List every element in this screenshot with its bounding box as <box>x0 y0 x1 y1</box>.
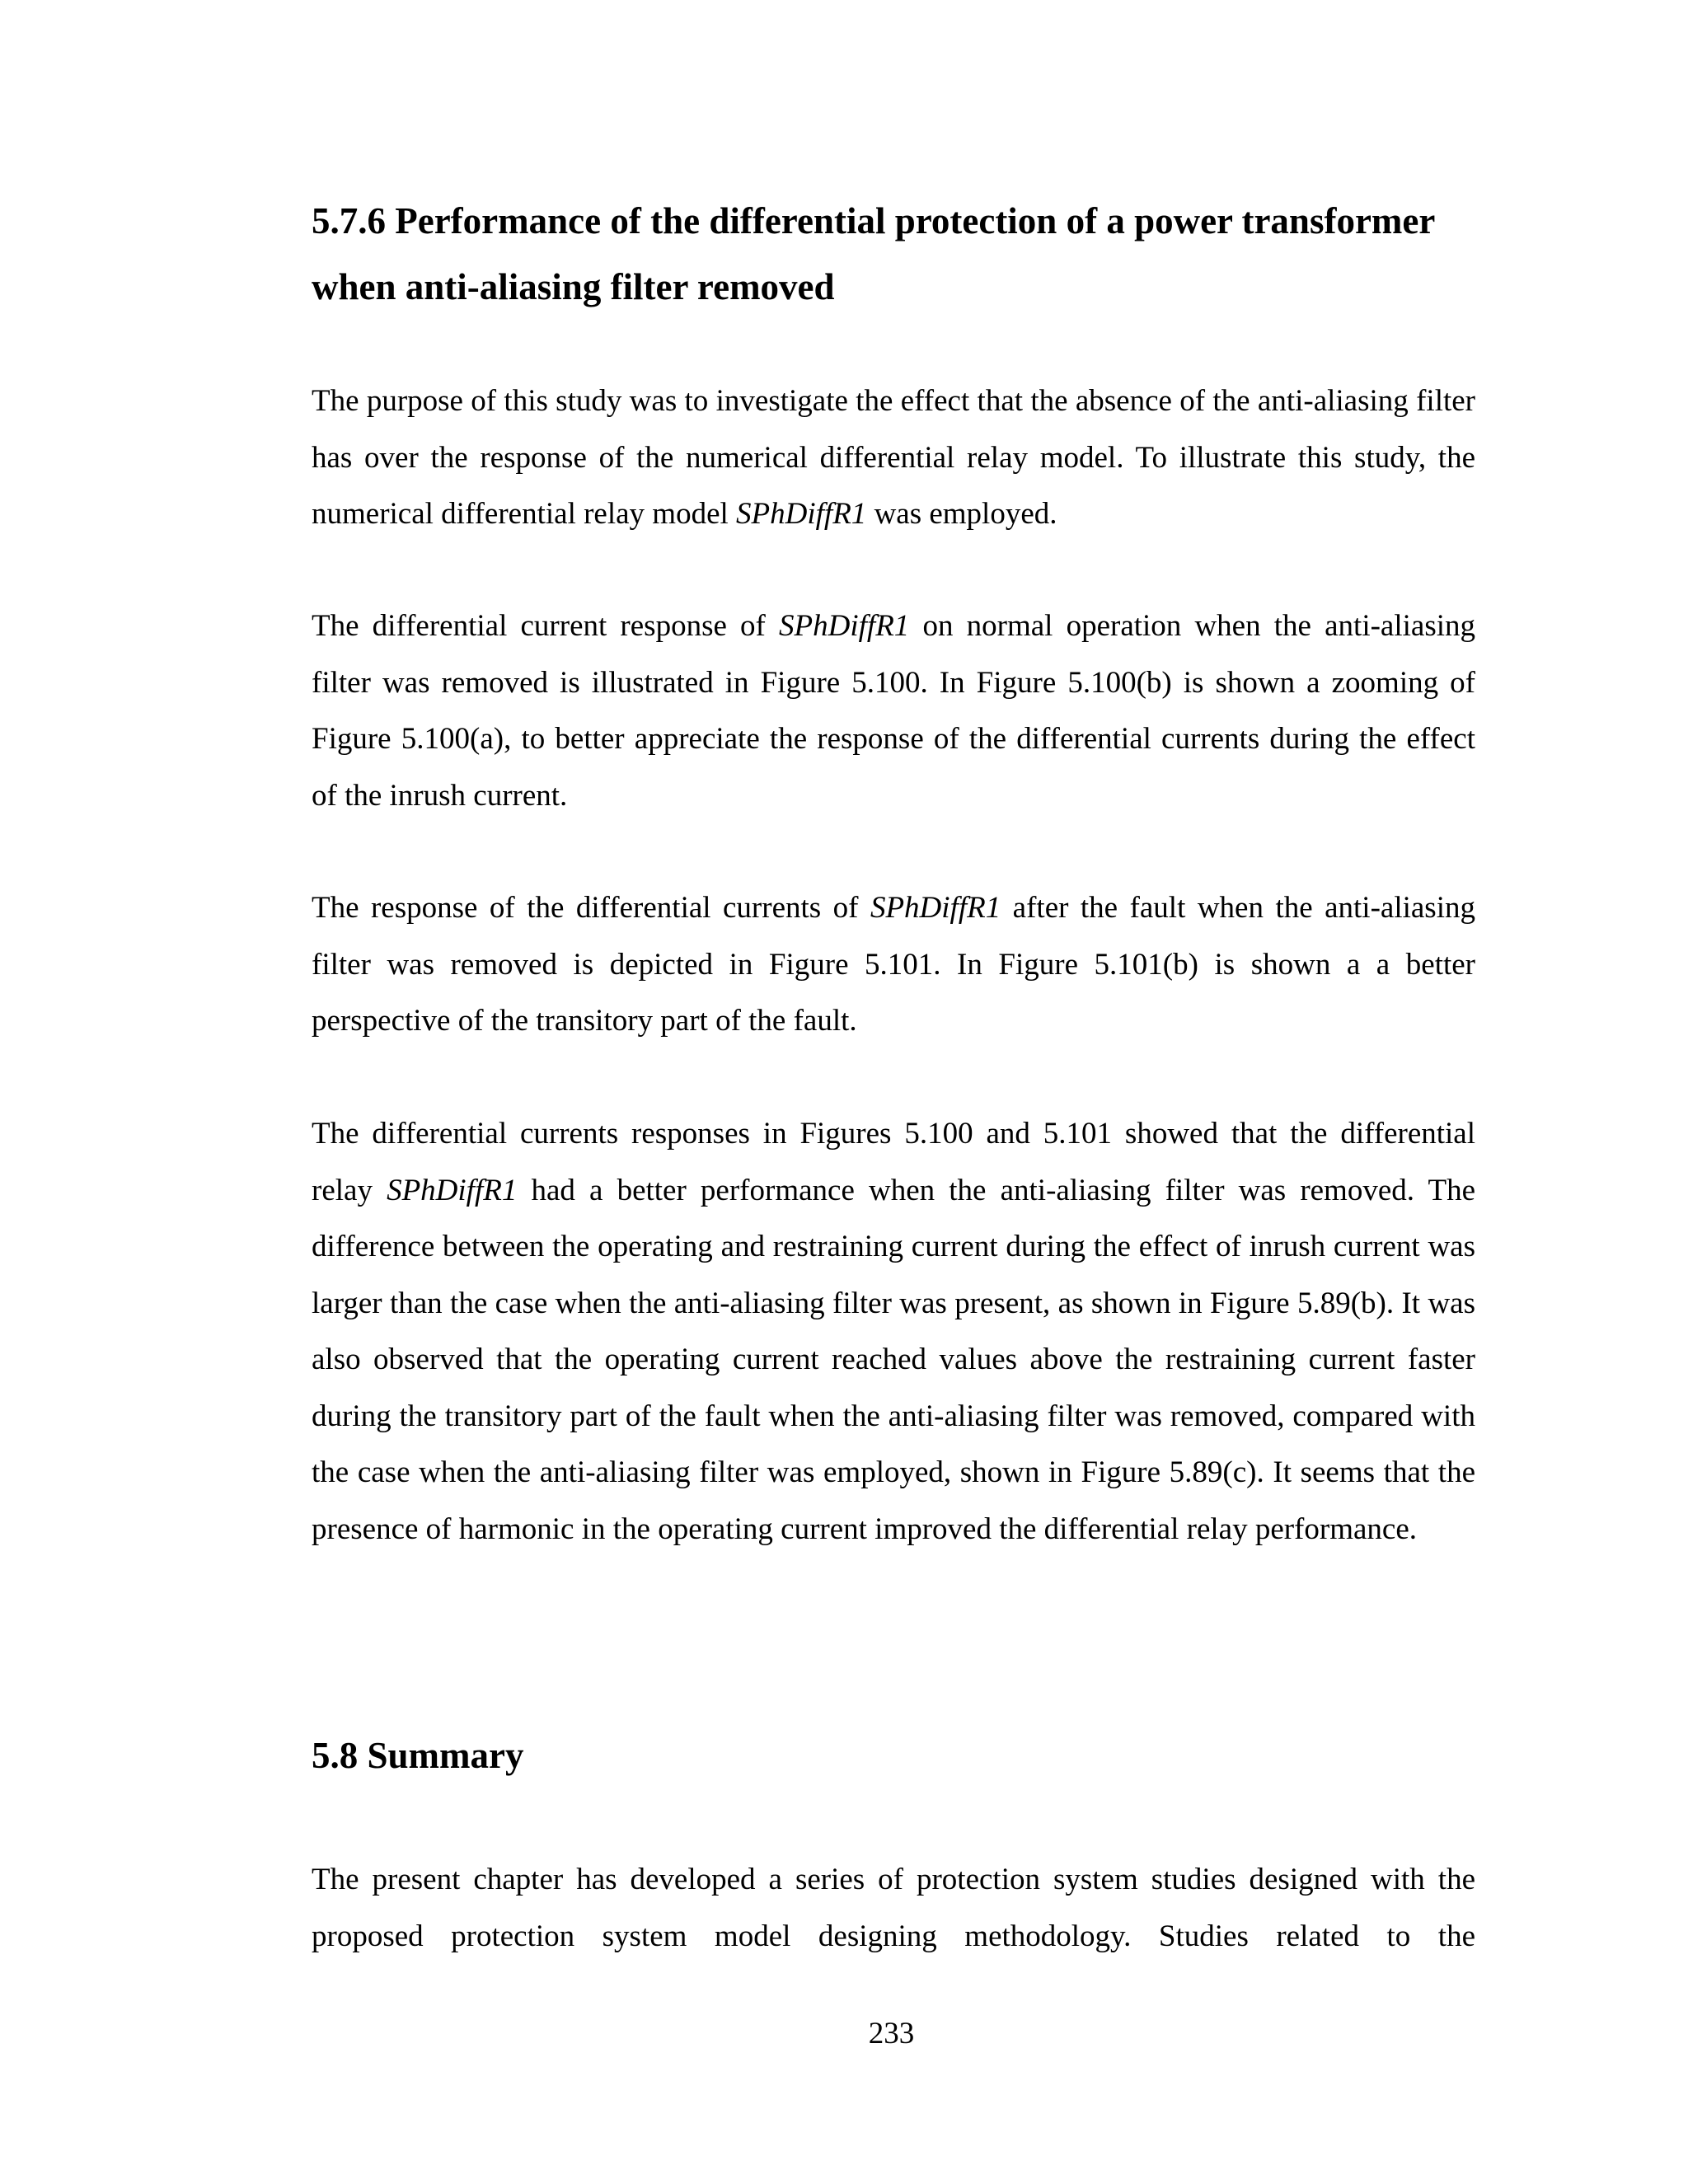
paragraph-text: after the fault when the anti-aliasing filter was removed is depicted in Figure 5.101. In Figure 5.101(b) is shown a a better perspective of the transitory part of the fault. <box>312 891 1475 1038</box>
relay-model-name: SPhDiffR1 <box>736 497 867 531</box>
paragraph-text: The purpose of this study was to investigate the effect that the absence of the anti-aliasing filter has over the response of the numerical differential relay model. To illustrate this study, the numerical differential relay model <box>312 384 1475 531</box>
paragraph-text: The differential current response of <box>312 609 780 643</box>
paragraph-purpose <box>312 373 1475 543</box>
paragraph-fault-response <box>312 880 1475 1050</box>
paragraph-normal-operation <box>312 598 1475 824</box>
paragraph-text: on normal operation when the anti-aliasing filter was removed is illustrated in Figure 5.100. In Figure 5.100(b) is shown a zooming of Figure 5.100(a), to better appreciate the response of the differential currents during the effect of the inrush current. <box>312 609 1476 813</box>
paragraph-summary: The present chapter has developed a series of protection system studies designed with the proposed protection system model designing methodology. Studies related to the <box>312 1863 1475 1953</box>
paragraph-text: The differential currents responses in Figures 5.100 and 5.101 showed that the differential relay <box>312 1117 1475 1207</box>
relay-model-name: SPhDiffR1 <box>779 609 910 643</box>
paragraph-text: was employed. <box>866 497 1057 531</box>
paragraph-comparison <box>312 1106 1475 1558</box>
page-number: 233 <box>868 2017 915 2050</box>
relay-model-name: SPhDiffR1 <box>870 891 1001 925</box>
section-heading-5-8: 5.8 Summary <box>312 1735 524 1776</box>
section-heading-5-7-6: 5.7.6 Performance of the differential protection of a power transformer when anti-aliasing filter removed <box>312 200 1435 307</box>
paragraph-text: The response of the differential currents of <box>312 891 870 925</box>
relay-model-name: SPhDiffR1 <box>387 1173 518 1207</box>
paragraph-text: had a better performance when the anti-aliasing filter was removed. The difference between the operating and restraining current during the effect of inrush current was larger than the case when the anti-aliasing filter was present, as shown in Figure 5.89(b). It was also observed that the operating current reached values above the restraining current faster during the transitory part of the fault when the anti-aliasing filter was removed, compared with the case when the anti-aliasing filter was employed, shown in Figure 5.89(c). It seems that the presence of harmonic in the operating current improved the differential relay performance. <box>312 1173 1475 1546</box>
